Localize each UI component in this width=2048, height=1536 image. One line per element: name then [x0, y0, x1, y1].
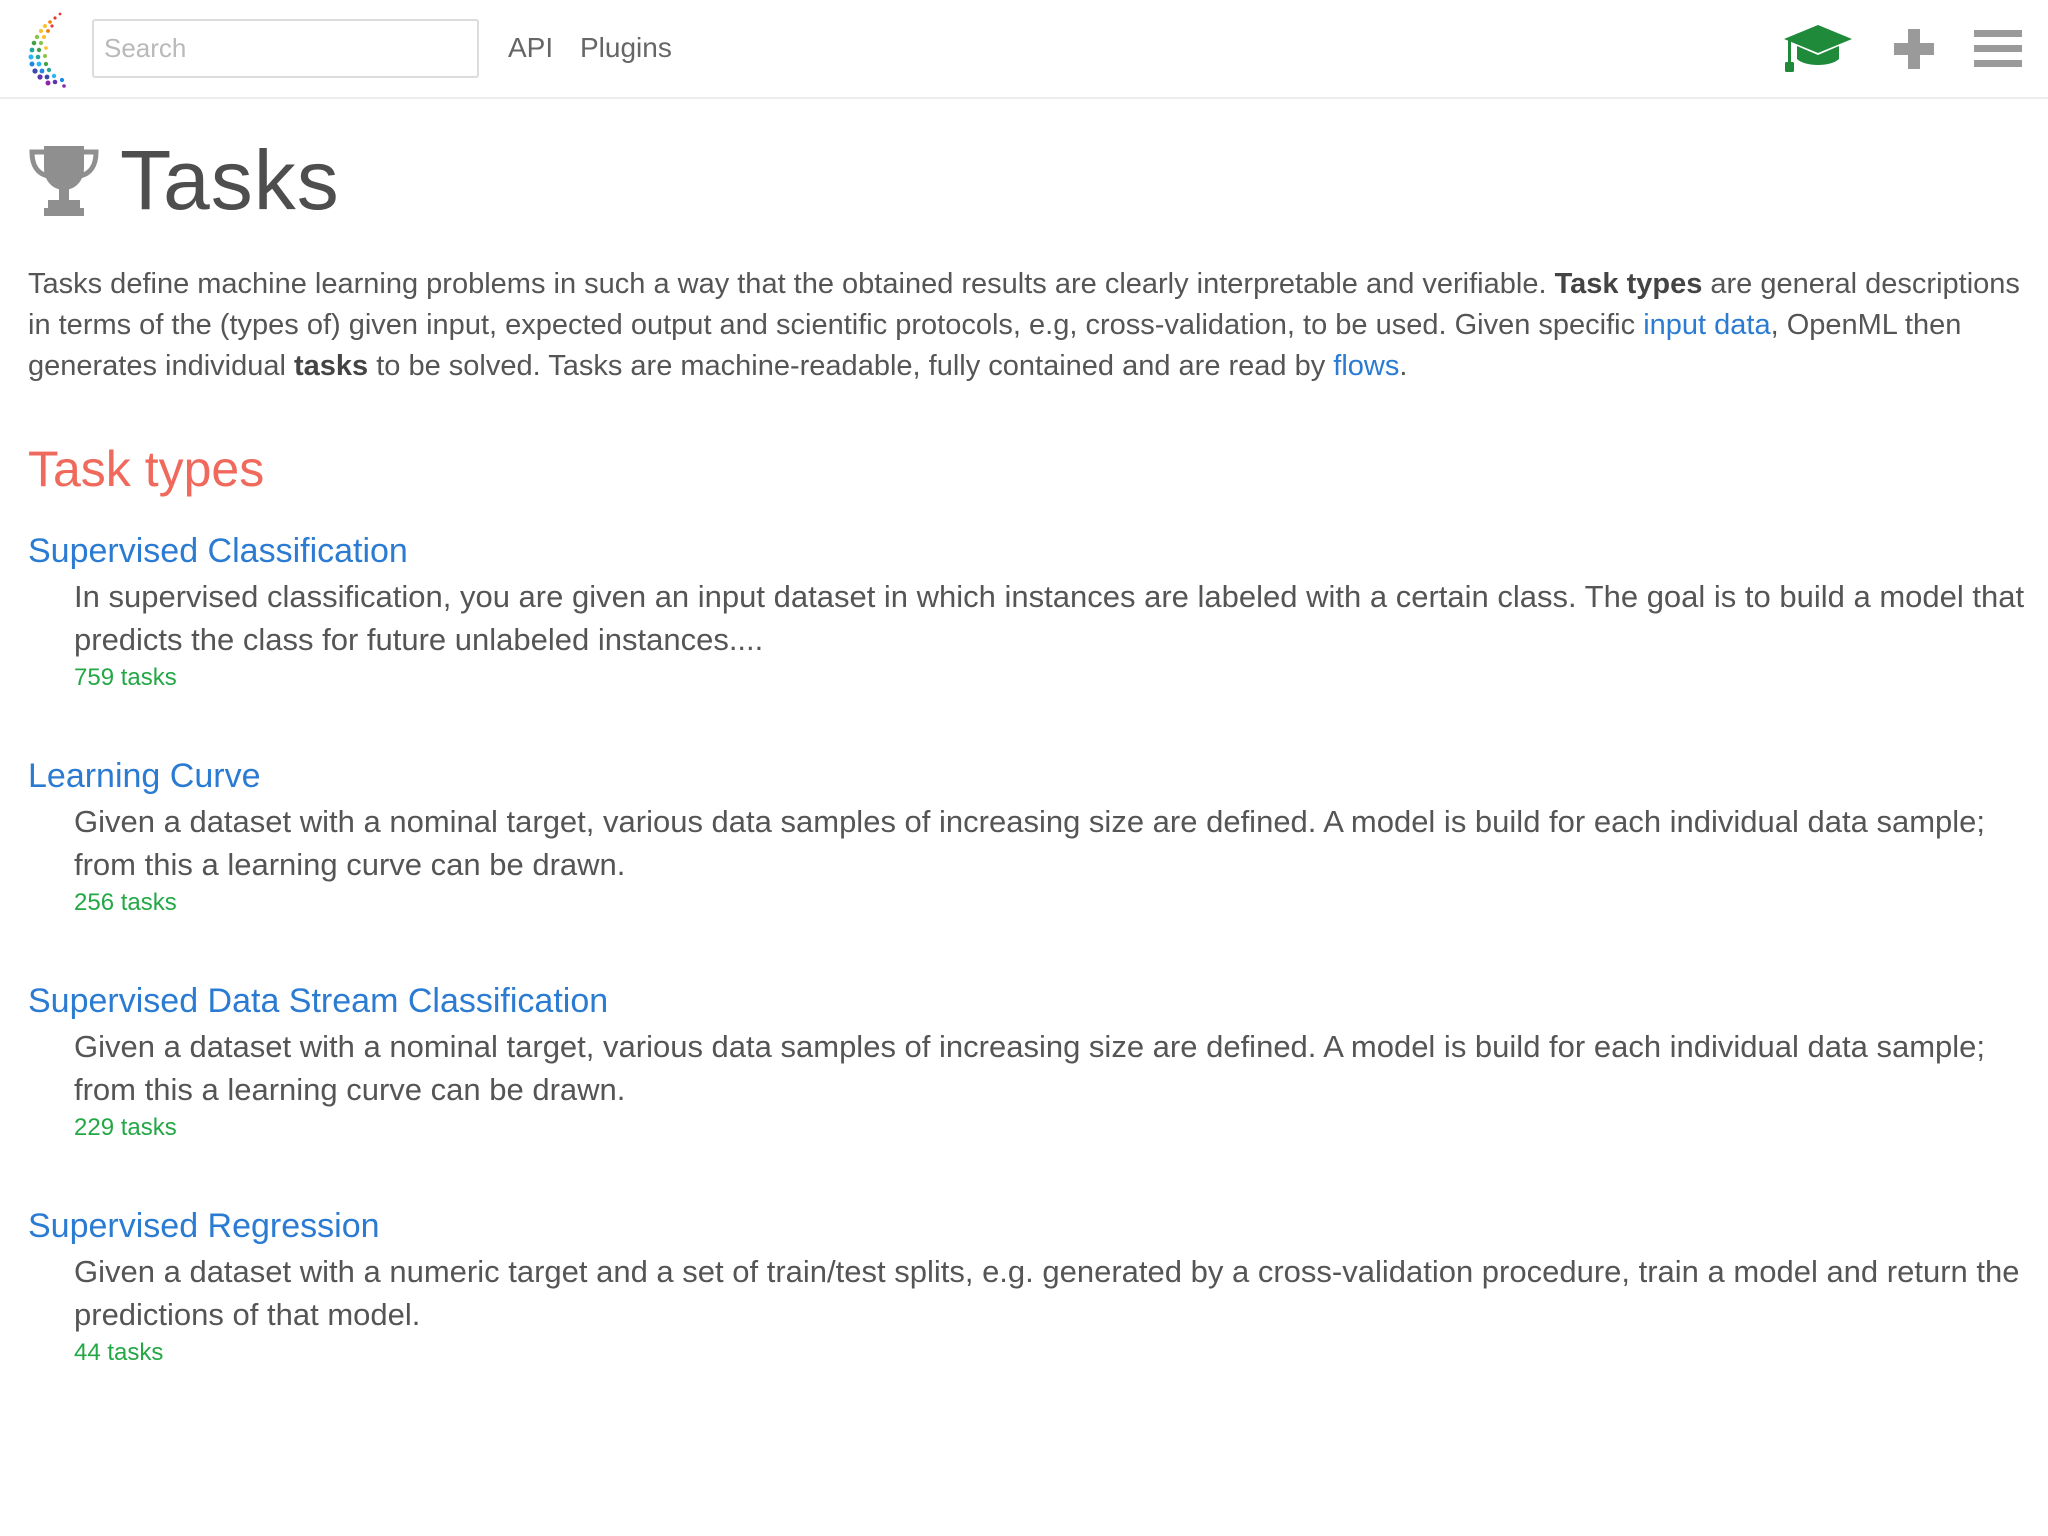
search-input[interactable] — [92, 19, 479, 78]
task-type-description: Given a dataset with a numeric target and a set of train/test splits, e.g. generated by a cross-validation procedure, train a model and return the predictions of that model. — [74, 1254, 2020, 1332]
task-type-item — [28, 529, 2025, 754]
task-type-item — [28, 979, 2020, 1204]
task-type-title-link[interactable]: Supervised Classification — [28, 532, 408, 570]
nav-link-plugins[interactable]: Plugins — [580, 32, 672, 63]
intro-paragraph — [28, 264, 2020, 387]
intro-bold-task-types: Task types — [1554, 268, 1703, 300]
plus-icon[interactable] — [1890, 20, 1938, 78]
top-navbar — [0, 0, 2048, 99]
task-type-item — [28, 754, 2020, 979]
main-content — [28, 130, 2025, 1429]
intro-text: to be solved. Tasks are machine-readable, fully contained and are read by — [368, 350, 1334, 382]
intro-text: , OpenML then generates individual — [28, 309, 1962, 382]
task-type-count-link[interactable]: 44 tasks — [74, 1339, 164, 1366]
section-title-task-types: Task types — [28, 441, 265, 497]
nav-link-api[interactable]: API — [508, 32, 554, 63]
intro-text: . — [1399, 350, 1408, 382]
task-type-description: Given a dataset with a nominal target, various data samples of increasing size are defined. A model is build for each individual data sample; from this a learning curve can be drawn. — [74, 1029, 1986, 1107]
task-type-title-link[interactable]: Learning Curve — [28, 757, 261, 795]
intro-bold-tasks: tasks — [294, 350, 369, 382]
task-type-count-link[interactable]: 256 tasks — [74, 889, 177, 916]
task-type-description: Given a dataset with a nominal target, various data samples of increasing size are defined. A model is build for each individual data sample; from this a learning curve can be drawn. — [74, 804, 1986, 882]
flows-link[interactable]: flows — [1333, 350, 1400, 382]
intro-text: are general descriptions in terms of the (types of) given input, expected output and scientific protocols, e.g, cross-validation, to be used. Given specific — [28, 268, 2020, 341]
page-header — [28, 130, 2020, 230]
task-type-item — [28, 1204, 2020, 1429]
page-title: Tasks — [120, 133, 340, 227]
task-type-count-link[interactable]: 759 tasks — [74, 664, 177, 691]
openml-logo[interactable] — [18, 10, 70, 88]
trophy-icon — [28, 142, 100, 222]
task-type-count-link[interactable]: 229 tasks — [74, 1114, 177, 1141]
hamburger-menu-icon[interactable] — [1972, 20, 2024, 78]
intro-text: Tasks define machine learning problems in such a way that the obtained results are clearly interpretable and verifiable. — [28, 268, 1555, 300]
task-type-title-link[interactable]: Supervised Data Stream Classification — [28, 982, 609, 1020]
input-data-link[interactable]: input data — [1643, 309, 1771, 341]
task-type-description: In supervised classification, you are given an input dataset in which instances are labeled with a certain class. The goal is to build a model that predicts the class for future unlabeled instances.... — [74, 579, 2025, 657]
task-type-title-link[interactable]: Supervised Regression — [28, 1207, 380, 1245]
graduation-cap-icon[interactable] — [1782, 20, 1854, 78]
task-type-list — [28, 529, 2025, 1429]
